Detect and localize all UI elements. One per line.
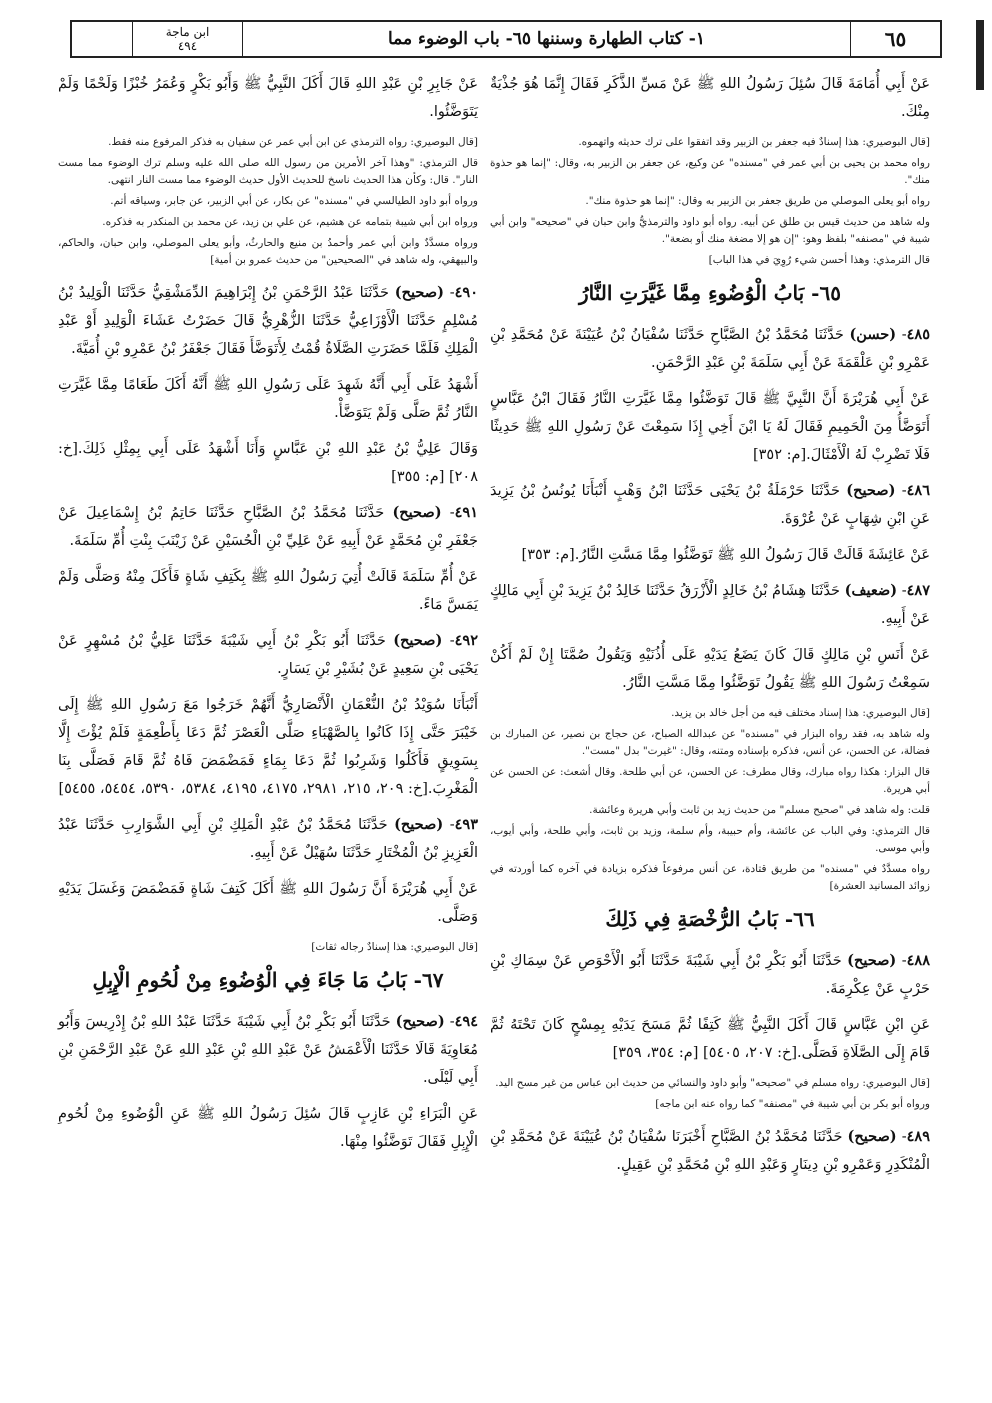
footnote: وله شاهد به، فقد رواه البزار في "مسنده" عن عبدالله الصباح، عن حجاج بن نصير، عن المبارك بن فضالة، عن الحسن، عن أنس، فذكره بإسناده ومتنه، وقال: "غيرت" بدل "مست".: [490, 728, 930, 757]
footnote: [قال البوصيري: هذا إسناد مختلف فيه من أجل خالد بن يزيد.: [671, 707, 930, 719]
footnote: [قال البوصيري: رواه الترمذي عن ابن أبي عمر عن سفيان به فذكر المرفوع منه فقط.: [108, 136, 478, 148]
chapter-heading: ٦٧- بَابُ مَا جَاءَ فِي الْوُضُوءِ مِنْ لُحُومِ الْإِبِلِ: [92, 968, 444, 992]
hadith-grade: (صحيح): [847, 1128, 897, 1145]
right-column: [490, 70, 930, 1187]
footnote: قلت: وله شاهد في "صحيح مسلم" من حديث زيد بن ثابت وأبي هريرة وعائشة.: [589, 804, 930, 816]
hadith-isnad: ٤٩٠- (صحيح) حَدَّثَنَا عَبْدُ الرَّحْمَنِ بْنُ إِبْرَاهِيمَ الدِّمَشْقِيُّ حَدَّثَنَا الْوَلِيدُ بْنُ مُسْلِمٍ حَدَّثَنَا الْأَوْزَاعِيُّ حَدَّثَنَا الزُّهْرِيُّ قَالَ حَضَرْتُ عَشَاءَ الْوَلِيدِ أَوْ عَبْدِ الْمَلِكِ فَلَمَّا حَضَرَتِ الصَّلَاةُ قُمْتُ لِأَتَوَضَّأَ فَقَالَ جَعْفَرُ بْنُ عَمْرِو بْنِ أُمَيَّةَ.: [58, 284, 478, 357]
header-empty-cell: [72, 22, 132, 56]
footnote-block: [58, 134, 478, 269]
hadith-grade: (صحيح): [847, 952, 897, 969]
isnad-text: حَدَّثَنَا مُحَمَّدُ بْنُ عَبْدِ الْمَلِكِ بْنِ أَبِي الشَّوَارِبِ حَدَّثَنَا عَبْدُ الْعَزِيزِ بْنُ الْمُخْتَارِ حَدَّثَنَا سُهَيْلٌ عَنْ أَبِيهِ.: [58, 817, 478, 861]
hadith-grade: (ضعيف): [844, 582, 898, 599]
hadith-number: ٤٩٠: [454, 284, 478, 301]
hadith-grade: (صحيح): [395, 1013, 445, 1030]
isnad-text: حَدَّثَنَا عَبْدُ الرَّحْمَنِ بْنُ إِبْرَاهِيمَ الدِّمَشْقِيُّ حَدَّثَنَا الْوَلِيدُ بْنُ مُسْلِمٍ حَدَّثَنَا الْأَوْزَاعِيُّ حَدَّثَنَا الزُّهْرِيُّ قَالَ حَضَرْتُ عَشَاءَ الْوَلِيدِ أَوْ عَبْدِ الْمَلِكِ فَلَمَّا حَضَرَتِ الصَّلَاةُ قُمْتُ لِأَتَوَضَّأَ فَقَالَ جَعْفَرُ بْنُ عَمْرِو بْنِ أُمَيَّةَ.: [58, 285, 478, 357]
hadith-text: عَنْ جَابِرِ بْنِ عَبْدِ اللهِ قَالَ أَكَلَ النَّبِيُّ ﷺ وَأَبُو بَكْرٍ وَعُمَرُ خُبْزًا وَلَحْمًا وَلَمْ يَتَوَضَّئُوا.: [58, 76, 478, 120]
hadith-grade: (صحيح): [846, 482, 896, 499]
footnote-block: [58, 939, 478, 956]
hadith-text: عَنِ ابْنِ عَبَّاسٍ قَالَ أَكَلَ النَّبِيُّ ﷺ كَتِفًا ثُمَّ مَسَحَ يَدَيْهِ بِمِسْحٍ كَانَ تَحْتَهُ ثُمَّ قَامَ إِلَى الصَّلَاةِ فَصَلَّى.[خ: ٢٠٧، ٥٤٠٥] [م: ٣٥٤، ٣٥٩]: [490, 1017, 930, 1061]
hadith-text: عَنْ أُمِّ سَلَمَةَ قَالَتْ أُتِيَ رَسُولُ اللهِ ﷺ بِكَتِفِ شَاةٍ فَأَكَلَ مِنْهُ وَصَلَّى وَلَمْ يَمَسَّ مَاءً.: [58, 569, 478, 613]
hadith-number: ٤٨٩: [906, 1128, 930, 1145]
footnote: رواه أبو يعلى الموصلي من طريق جعفر بن الزبير به وقال: "إنما هو حذوة منك".: [585, 195, 930, 207]
footnote-block: [490, 134, 930, 269]
hadith-grade: (صحيح): [394, 284, 444, 301]
chapter-heading: ٦٥- بَابُ الْوُضُوءِ مِمَّا غَيَّرَتِ النَّارُ: [579, 281, 841, 305]
source-number: ٤٩٤: [177, 39, 198, 53]
hadith-text: أَنْبَأَنَا سُوَيْدُ بْنُ النُّعْمَانِ الْأَنْصَارِيُّ أَنَّهُمْ خَرَجُوا مَعَ رَسُولِ اللهِ ﷺ إِلَى خَيْبَرَ حَتَّى إِذَا كَانُوا بِالصَّهْبَاءِ صَلَّى الْعَصْرَ ثُمَّ دَعَا بِأَطْعِمَةٍ فَلَمْ يُؤْتَ إِلَّا بِسَوِيقٍ فَأَكَلُوا وَشَرِبُوا ثُمَّ دَعَا بِمَاءٍ فَمَضْمَضَ فَاهُ ثُمَّ قَامَ فَصَلَّى بِنَا الْمَغْرِبَ.[خ: ٢٠٩، ٢١٥، ٢٩٨١، ٤١٧٥، ٤١٩٥، ٥٣٨٤، ٥٣٩٠، ٥٤٥٤، ٥٤٥٥]: [58, 697, 478, 797]
page-header: [70, 20, 942, 58]
hadith-isnad: ٤٩١- (صحيح) حَدَّثَنَا مُحَمَّدُ بْنُ الصَّبَّاحِ حَدَّثَنَا حَاتِمُ بْنُ إِسْمَاعِيلَ عَنْ جَعْفَرِ بْنِ مُحَمَّدٍ عَنْ أَبِيهِ عَنْ عَلِيِّ بْنِ الْحُسَيْنِ عَنْ زَيْنَبَ بِنْتِ أُمِّ سَلَمَةَ.: [58, 504, 479, 549]
hadith-text: عَنْ أَبِي أُمَامَةَ قَالَ سُئِلَ رَسُولُ اللهِ ﷺ عَنْ مَسِّ الذَّكَرِ فَقَالَ إِنَّمَا هُوَ جُذْيَةٌ مِنْكَ.: [490, 76, 930, 120]
hadith-text: عَنْ عَائِشَةَ قَالَتْ قَالَ رَسُولُ اللهِ ﷺ تَوَضَّئُوا مِمَّا مَسَّتِ النَّارُ.[م: ٣٥٣]: [521, 547, 930, 563]
footnote: ورواه أبو داود الطيالسي في "مسنده" عن بكار، عن أبي الزبير، عن جابر، وسياقه أتم.: [110, 195, 478, 207]
isnad-text: حَدَّثَنَا أَبُو بَكْرِ بْنُ أَبِي شَيْبَةَ حَدَّثَنَا أَبُو الْأَحْوَصِ عَنْ سِمَاكِ بْنِ حَرْبٍ عَنْ عِكْرِمَةَ.: [490, 953, 930, 997]
hadith-grade: (حسن): [849, 326, 897, 343]
footnote: ورواه ابن أبي شيبة بتمامه عن هشيم، عن علي بن زيد، عن محمد بن المنكدر به فذكره.: [102, 216, 478, 228]
hadith-isnad: ٤٨٥- (حسن) حَدَّثَنَا مُحَمَّدُ بْنُ الصَّبَّاحِ حَدَّثَنَا سُفْيَانُ بْنُ عُيَيْنَةَ عَنْ مُحَمَّدِ بْنِ عَمْرِو بْنِ عَلْقَمَةَ عَنْ أَبِي سَلَمَةَ بْنِ عَبْدِ الرَّحْمَنِ.: [490, 326, 931, 371]
running-title: ١- كتاب الطهارة وسننها ٦٥- باب الوضوء مما: [242, 22, 850, 56]
hadith-grade: (صحيح): [394, 816, 444, 833]
hadith-text: عَنِ الْبَرَاءِ بْنِ عَازِبٍ قَالَ سُئِلَ رَسُولُ اللهِ ﷺ عَنِ الْوُضُوءِ مِنْ لُحُومِ الْإِبِلِ فَقَالَ تَوَضَّئُوا مِنْهَا.: [58, 1106, 478, 1150]
hadith-text: وَقَالَ عَلِيُّ بْنُ عَبْدِ اللهِ بْنِ عَبَّاسٍ وَأَنَا أَشْهَدُ عَلَى أَبِي بِمِثْلِ ذَلِكَ.[خ: ٢٠٨] [م: ٣٥٥]: [58, 441, 478, 485]
footnote: رواه محمد بن يحيى بن أبي عمر في "مسنده" عن وكيع، عن جعفر بن الزبير به، وقال: "إنما هو حذوة منك".: [490, 157, 930, 186]
isnad-text: حَدَّثَنَا مُحَمَّدُ بْنُ الصَّبَّاحِ حَدَّثَنَا سُفْيَانُ بْنُ عُيَيْنَةَ عَنْ مُحَمَّدِ بْنِ عَمْرِو بْنِ عَلْقَمَةَ عَنْ أَبِي سَلَمَةَ بْنِ عَبْدِ الرَّحْمَنِ.: [490, 327, 930, 371]
footnote: قال الترمذي: وفي الباب عن عائشة، وأم حبيبة، وأم سلمة، وزيد بن ثابت، وأبي طلحة، وأبي أيوب، وأبي موسى.: [490, 825, 930, 854]
footnote: وله شاهد من حديث قيس بن طلق عن أبيه. رواه أبو داود والترمذيُّ وابن حبان في "صحيحه" وابن أبي شيبة في "مصنفه" بلفظ وهو: "إن هو إلا مضغة منك أو بضعة".: [490, 216, 930, 245]
footnote: ورواه أبو بكر بن أبي شيبة في "مصنفه" كما رواه عنه ابن ماجه]: [655, 1098, 930, 1110]
hadith-isnad: ٤٨٩- (صحيح) حَدَّثَنَا مُحَمَّدُ بْنُ الصَّبَّاحِ أَخْبَرَنَا سُفْيَانُ بْنُ عُيَيْنَةَ عَنْ مُحَمَّدِ بْنِ الْمُنْكَدِرِ وَعَمْرِو بْنِ دِينَارٍ وَعَبْدِ اللهِ بْنِ مُحَمَّدِ بْنِ عَقِيلٍ.: [490, 1128, 930, 1173]
hadith-number: ٤٨٦: [906, 482, 930, 499]
hadith-isnad: ٤٩٢- (صحيح) حَدَّثَنَا أَبُو بَكْرِ بْنُ أَبِي شَيْبَةَ حَدَّثَنَا عَلِيُّ بْنُ مُسْهِرٍ عَنْ يَحْيَى بْنِ سَعِيدٍ عَنْ بُشَيْرِ بْنِ يَسَارٍ.: [58, 632, 478, 677]
isnad-text: حَدَّثَنَا مُحَمَّدُ بْنُ الصَّبَّاحِ حَدَّثَنَا حَاتِمُ بْنُ إِسْمَاعِيلَ عَنْ جَعْفَرِ بْنِ مُحَمَّدٍ عَنْ أَبِيهِ عَنْ عَلِيِّ بْنِ الْحُسَيْنِ عَنْ زَيْنَبَ بِنْتِ أُمِّ سَلَمَةَ.: [58, 505, 478, 549]
hadith-grade: (صحيح): [393, 632, 443, 649]
isnad-text: حَدَّثَنَا هِشَامُ بْنُ خَالِدٍ الْأَزْرَقُ حَدَّثَنَا خَالِدُ بْنُ يَزِيدَ بْنِ أَبِي مَالِكٍ عَنْ أَبِيهِ.: [490, 583, 930, 627]
isnad-text: حَدَّثَنَا أَبُو بَكْرِ بْنُ أَبِي شَيْبَةَ حَدَّثَنَا عَبْدُ اللهِ بْنُ إِدْرِيسَ وَأَبُو مُعَاوِيَةَ قَالَا حَدَّثَنَا الْأَعْمَشُ عَنْ عَبْدِ اللهِ بْنِ عَبْدِ اللهِ عَنْ عَبْدِ الرَّحْمَنِ بْنِ أَبِي لَيْلَى.: [58, 1014, 478, 1086]
hadith-text: عَنْ أَبِي هُرَيْرَةَ أَنَّ رَسُولَ اللهِ ﷺ أَكَلَ كَتِفَ شَاةٍ فَمَضْمَضَ وَغَسَلَ يَدَيْهِ وَصَلَّى.: [58, 881, 478, 925]
footnote-block: [490, 705, 930, 895]
page-edge-mark: [976, 20, 984, 90]
footnote-block: [490, 1075, 930, 1113]
footnote: [قال البوصيري: رواه مسلم في "صحيحه" وأبو داود والنسائي من حديث ابن عباس من غير مسح اليد.: [495, 1077, 930, 1089]
hadith-number: ٤٩٤: [454, 1013, 478, 1030]
left-column: [58, 70, 478, 1164]
footnote: ورواه مسدَّدٌ وابن أبي عمر وأحمدُ بن منيع والحارثُ، وأبو يعلى الموصلي، وابن حبان، والحاكم، والبيهقي، وله شاهد في "الصحيحين" من حديث عمرو بن أمية]: [58, 237, 478, 266]
hadith-number: ٤٩٢: [454, 632, 478, 649]
footnote: قال الترمذي: وهذا أحسن شيء رُوِيَ في هذا الباب]: [708, 254, 930, 266]
isnad-text: حَدَّثَنَا حَرْمَلَةُ بْنُ يَحْيَى حَدَّثَنَا ابْنُ وَهْبٍ أَنْبَأَنَا يُونُسُ بْنُ يَزِيدَ عَنِ ابْنِ شِهَابٍ عَنْ عُرْوَةَ.: [490, 483, 930, 527]
isnad-text: حَدَّثَنَا مُحَمَّدُ بْنُ الصَّبَّاحِ أَخْبَرَنَا سُفْيَانُ بْنُ عُيَيْنَةَ عَنْ مُحَمَّدِ بْنِ الْمُنْكَدِرِ وَعَمْرِو بْنِ دِينَارٍ وَعَبْدِ اللهِ بْنِ مُحَمَّدِ بْنِ عَقِيلٍ.: [490, 1129, 930, 1173]
page-number: ٦٥: [850, 22, 940, 56]
footnote: [قال البوصيري: هذا إسنادٌ فيه جعفر بن الزبير وقد اتفقوا على ترك حديثه واتهموه.: [578, 136, 930, 148]
footnote: قال البزار: هكذا رواه مبارك، وقال مطرف: عن الحسن، عن أبي طلحة. وقال أشعث: عن الحسن عن أبي هريرة.: [490, 766, 930, 795]
footnote: [قال البوصيري: هذا إسنادٌ رجاله ثقات]: [311, 941, 478, 953]
hadith-grade: (صحيح): [392, 504, 442, 521]
hadith-text: عَنْ أَنَسِ بْنِ مَالِكٍ قَالَ كَانَ يَضَعُ يَدَيْهِ عَلَى أُذُنَيْهِ وَيَقُولُ صُمَّتَا إِنْ لَمْ أَكُنْ سَمِعْتُ رَسُولَ اللهِ ﷺ يَقُولُ تَوَضَّئُوا مِمَّا مَسَّتِ النَّارُ.: [490, 647, 930, 691]
hadith-isnad: ٤٨٦- (صحيح) حَدَّثَنَا حَرْمَلَةُ بْنُ يَحْيَى حَدَّثَنَا ابْنُ وَهْبٍ أَنْبَأَنَا يُونُسُ بْنُ يَزِيدَ عَنِ ابْنِ شِهَابٍ عَنْ عُرْوَةَ.: [490, 482, 930, 527]
hadith-text: عَنْ أَبِي هُرَيْرَةَ أَنَّ النَّبِيَّ ﷺ قَالَ تَوَضَّئُوا مِمَّا غَيَّرَتِ النَّارُ فَقَالَ ابْنُ عَبَّاسٍ أَتَوَضَّأُ مِنَ الْحَمِيمِ فَقَالَ لَهُ يَا ابْنَ أَخِي إِذَا سَمِعْتَ عَنْ رَسُولِ اللهِ ﷺ حَدِيثًا فَلَا تَضْرِبْ لَهُ الْأَمْثَالَ.[م: ٣٥٢]: [490, 391, 930, 463]
hadith-number: ٤٩٣: [454, 816, 478, 833]
hadith-isnad: ٤٨٧- (ضعيف) حَدَّثَنَا هِشَامُ بْنُ خَالِدٍ الْأَزْرَقُ حَدَّثَنَا خَالِدُ بْنُ يَزِيدَ بْنِ أَبِي مَالِكٍ عَنْ أَبِيهِ.: [490, 582, 930, 627]
hadith-number: ٤٨٧: [906, 582, 930, 599]
isnad-text: حَدَّثَنَا أَبُو بَكْرِ بْنُ أَبِي شَيْبَةَ حَدَّثَنَا عَلِيُّ بْنُ مُسْهِرٍ عَنْ يَحْيَى بْنِ سَعِيدٍ عَنْ بُشَيْرِ بْنِ يَسَارٍ.: [58, 633, 478, 677]
hadith-isnad: ٤٨٨- (صحيح) حَدَّثَنَا أَبُو بَكْرِ بْنُ أَبِي شَيْبَةَ حَدَّثَنَا أَبُو الْأَحْوَصِ عَنْ سِمَاكِ بْنِ حَرْبٍ عَنْ عِكْرِمَةَ.: [490, 952, 930, 997]
source-box: [132, 22, 242, 56]
hadith-number: ٤٨٥: [906, 326, 931, 343]
footnote: رواه مسدَّدٌ في "مسنده" من طريق قتادة، عن أنس مرفوعاً فذكره بزيادة في آخره كما أوردته في زوائد المسانيد العشرة]: [490, 863, 930, 892]
hadith-isnad: ٤٩٣- (صحيح) حَدَّثَنَا مُحَمَّدُ بْنُ عَبْدِ الْمَلِكِ بْنِ أَبِي الشَّوَارِبِ حَدَّثَنَا عَبْدُ الْعَزِيزِ بْنُ الْمُخْتَارِ حَدَّثَنَا سُهَيْلٌ عَنْ أَبِيهِ.: [58, 816, 478, 861]
hadith-text: أَشْهَدُ عَلَى أَبِي أَنَّهُ شَهِدَ عَلَى رَسُولِ اللهِ ﷺ أَنَّهُ أَكَلَ طَعَامًا مِمَّا غَيَّرَتِ النَّارُ ثُمَّ صَلَّى وَلَمْ يَتَوَضَّأْ.: [58, 377, 478, 421]
footnote: قال الترمذي: "وهذا آخر الأمرين من رسول الله صلى الله عليه وسلم ترك الوضوء مما مست النار". قال: وكأن هذا الحديث ناسخ للحديث الأول حديث الوضوء مما مست النار انتهى.: [58, 157, 478, 186]
hadith-number: ٤٩١: [454, 504, 479, 521]
chapter-heading: ٦٦- بَابُ الرُّخْصَةِ فِي ذَلِكَ: [605, 907, 815, 931]
hadith-isnad: ٤٩٤- (صحيح) حَدَّثَنَا أَبُو بَكْرِ بْنُ أَبِي شَيْبَةَ حَدَّثَنَا عَبْدُ اللهِ بْنُ إِدْرِيسَ وَأَبُو مُعَاوِيَةَ قَالَا حَدَّثَنَا الْأَعْمَشُ عَنْ عَبْدِ اللهِ بْنِ عَبْدِ اللهِ عَنْ عَبْدِ الرَّحْمَنِ بْنِ أَبِي لَيْلَى.: [58, 1013, 478, 1086]
hadith-number: ٤٨٨: [906, 952, 930, 969]
source-name: ابن ماجة: [165, 25, 210, 39]
